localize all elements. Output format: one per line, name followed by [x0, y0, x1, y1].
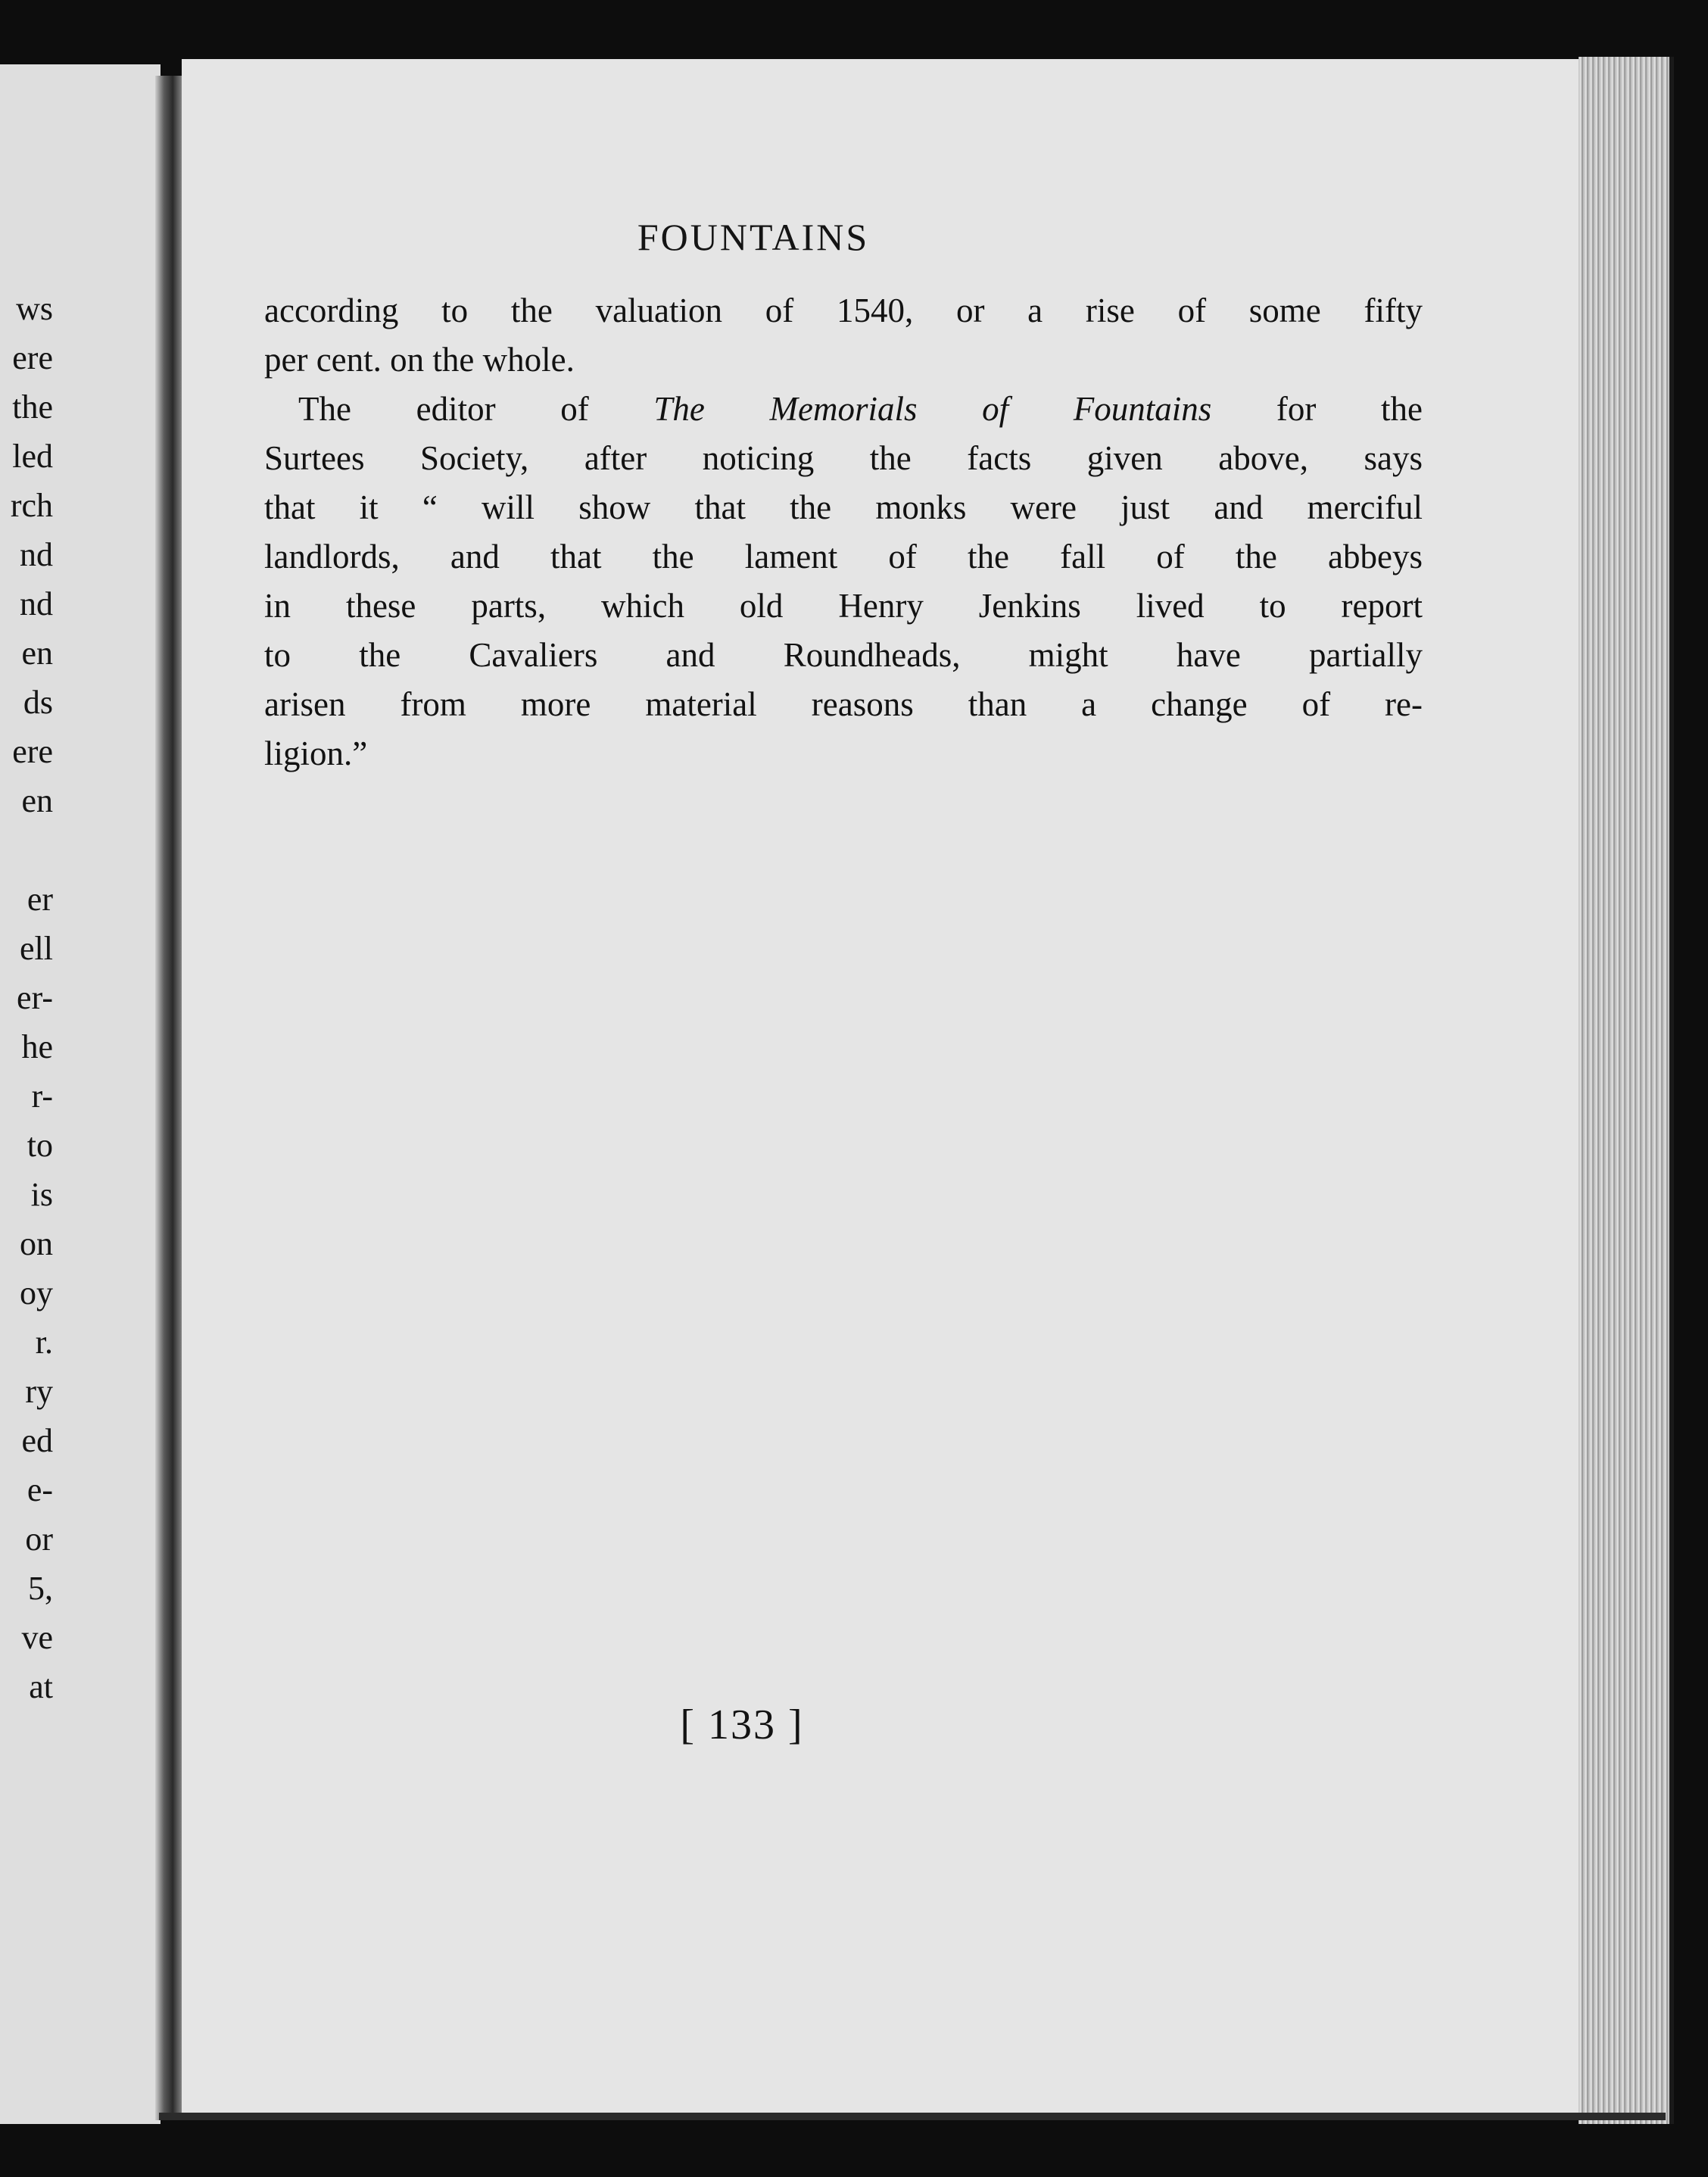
- left-fragment: ve: [21, 1619, 53, 1656]
- left-fragment: nd: [20, 585, 53, 622]
- text-line: landlords, and that the lament of the fall of the abbeys: [264, 538, 1423, 575]
- body-text: [264, 286, 1423, 778]
- text-line: according to the valuation of 1540, or a rise of some fifty: [264, 292, 1423, 329]
- left-fragment: or: [25, 1520, 53, 1558]
- left-fragment: ed: [21, 1422, 53, 1459]
- text-line: ligion.”: [264, 735, 368, 772]
- text-line: in these parts, which old Henry Jenkins lived to report: [264, 587, 1423, 625]
- left-fragment: he: [21, 1028, 53, 1065]
- page-133: [182, 59, 1590, 2116]
- left-fragment: the: [12, 388, 53, 426]
- left-fragment: at: [29, 1668, 53, 1705]
- left-fragment: ell: [20, 930, 53, 967]
- line-prefix: The editor of: [298, 390, 654, 428]
- left-fragment: en: [21, 635, 53, 672]
- text-line: per cent. on the whole.: [264, 341, 575, 379]
- left-fragment-gap: [0, 825, 53, 875]
- left-fragment: er: [26, 881, 53, 918]
- left-fragment: en: [21, 782, 53, 819]
- left-fragment: ere: [12, 733, 53, 770]
- left-fragment: 5,: [28, 1570, 53, 1607]
- text-line: Surtees Society, after noticing the facts given above, says: [264, 439, 1423, 477]
- left-fragment: r.: [35, 1324, 53, 1361]
- left-fragment: oy: [20, 1274, 53, 1312]
- left-fragment: rch: [10, 487, 53, 524]
- left-fragment: ry: [25, 1373, 53, 1410]
- left-fragment: on: [20, 1225, 53, 1262]
- left-fragment: nd: [20, 536, 53, 573]
- book-title-italic: The Memorials of Fountains: [653, 390, 1212, 428]
- text-line: arisen from more material reasons than a change of re-: [264, 685, 1423, 723]
- left-fragment: is: [30, 1176, 53, 1213]
- line-suffix: for the: [1211, 390, 1423, 428]
- left-fragment: to: [26, 1127, 53, 1164]
- text-line: [264, 385, 1423, 434]
- text-line: to the Cavaliers and Roundheads, might have partially: [264, 636, 1423, 674]
- page-edges: [1579, 57, 1674, 2124]
- text-line: that it “ will show that the monks were just and merciful: [264, 488, 1423, 526]
- facing-page-left: [0, 64, 161, 2124]
- running-head: FOUNTAINS: [637, 216, 870, 258]
- left-fragment: led: [12, 438, 53, 475]
- left-fragment: er-: [17, 979, 53, 1016]
- left-fragment: e-: [26, 1471, 53, 1508]
- page-number: [ 133 ]: [680, 1701, 804, 1748]
- left-fragment: ws: [16, 290, 53, 327]
- left-page-text-fragments: [0, 284, 53, 1711]
- bottom-page-edge: [159, 2113, 1666, 2120]
- left-fragment: ere: [12, 339, 53, 376]
- left-fragment: r-: [31, 1078, 53, 1115]
- left-fragment: ds: [23, 684, 53, 721]
